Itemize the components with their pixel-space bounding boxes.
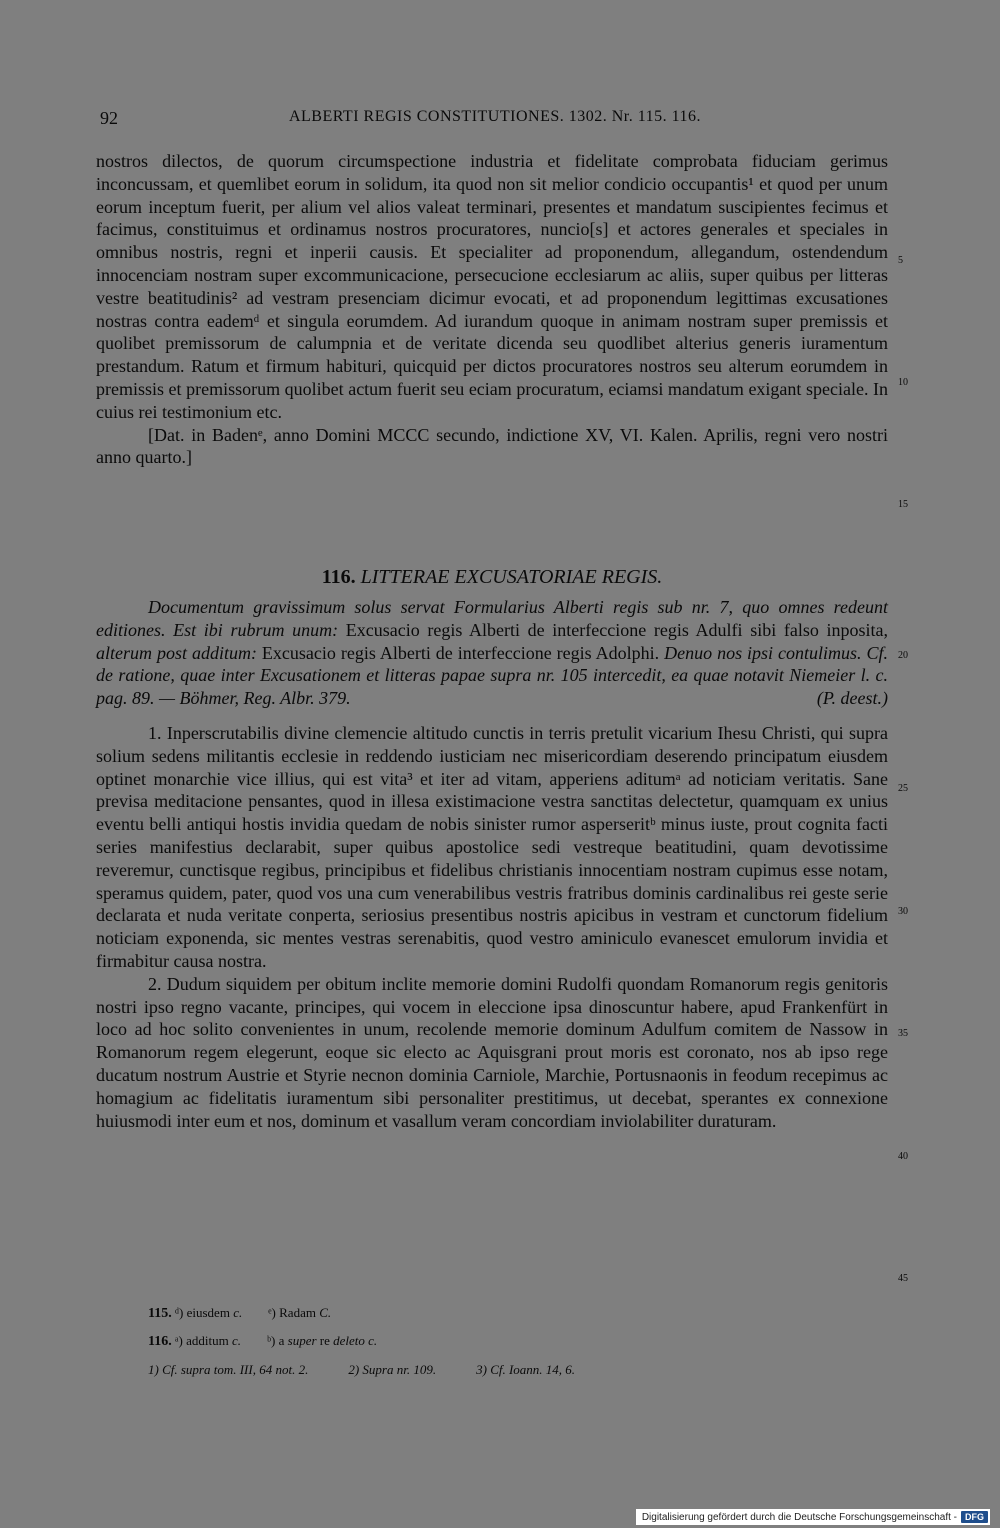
line-number: 10	[898, 377, 908, 388]
line-number: 5	[898, 255, 903, 266]
line-number: 20	[898, 650, 908, 661]
line-number: 45	[898, 1273, 908, 1284]
reference-3: 3) Cf. Ioann. 14, 6.	[476, 1362, 576, 1377]
footnote-row-116: 116. ᵃ) additum c. ᵇ) a super re deleto c.	[148, 1333, 378, 1349]
line-number: 15	[898, 499, 908, 510]
dfg-funding-banner[interactable]	[636, 1509, 990, 1525]
line-number: 40	[898, 1151, 908, 1162]
document-115-dating: [Dat. in Badenᵉ, anno Domini MCCC secundo, indictione XV, VI. Kalen. Aprilis, regni vero nostri anno quarto.]	[96, 424, 888, 468]
document-115-text	[96, 150, 888, 469]
line-number: 25	[898, 783, 908, 794]
page-number: 92	[100, 108, 118, 128]
editorial-note: Documentum gravissimum solus servat Formularius Alberti regis sub nr. 7, quo omnes redeunt editiones. Est ibi rubrum unum: Excusacio regis Alberti de interfeccione regis Adulfi sibi falso inposita, alterum post additum: Excusacio regis Alberti de interfeccione regis Adolphi. Denuo nos ipsi contulimus. Cf. de ratione, quae inter Excusationem et litteras papae supra nr. 105 intercedit, ea quae notavit Niemeier l. c. pag. 89. — Böhmer, Reg. Albr. 379. (P. deest.)	[96, 597, 889, 709]
page-header	[100, 108, 890, 132]
paragraph-2: 2. Dudum siquidem per obitum inclite memorie domini Rudolfi quondam Romanorum regis genitoris nostri ipso regno vacante, principes, qui vocem in eleccione ipsa dinoscuntur habere, apud Frankenfürt in loco ad hoc solito convenientes in unum, recolende memorie dominum Adulfum comitem de Nassow in Romanorum regem elegerunt, eoque sic electo ac Aquisgrani prout moris est coronato, nos ab ipso rege ducatum nostrum Austrie et Styrie necnon dominia Carniole, Marchie, Portusnaonis in feodum recepimus ac homagium ac fidelitatis iuramentum sibi personaliter prestitimus, ut decebat, sperantes ex connexione huiusmodi inter eum et nos, dominum et vasallum veram concordiam inviolabiliter duraturam.	[96, 973, 888, 1131]
funding-note: Digitalisierung gefördert durch die Deutsche Forschungsgemeinschaft -	[641, 1511, 957, 1523]
line-number: 30	[898, 906, 908, 917]
document-116-text	[96, 596, 888, 1132]
line-number: 35	[898, 1028, 908, 1039]
document-116-title: LITTERAE EXCUSATORIAE REGIS.	[360, 566, 663, 588]
document-116-number: 116.	[321, 566, 356, 588]
reference-2: 2) Supra nr. 109.	[348, 1362, 437, 1377]
paragraph-1: 1. Inperscrutabilis divine clemencie altitudo cunctis in terris pretulit vicarium Ihesu Christi, qui supra solium sedens militantis ecclesie in reddendo iusticiam nec misericordiam deserendo principatum eiusdem optinet monarchie vice illius, qui est vita³ et iter ad vitam, apperiens aditumᵃ ad noticiam veritatis. Sane previsa meditacione pensantes, quod in illesa existimacione vestra sanctitas delectetur, quamquam ex unius eventu belli antiqui hostis invidia quedam de nobis sinister rumor asperseritᵇ minus iuste, prout cognita facti series manifestius declarabit, super quibus apostolice sedi vestreque beatitudini, quam devotissime reveremur, cunctisque regibus, principibus et fidelibus christianis innocentiam nostram cupimus esse notam, speramus quidem, pater, quod vos una cum venerabilibus vestris fratribus dominis cardinalibus rei geste serie declarata et nuda veritate conperta, seriosius presentibus nostris apicibus in vestram et cunctorum fidelium noticiam exponenda, sic mentes vestras serenabitis, quod vestro aminiculo evanescet emulorum invidia et firmabitur causa nostra.	[96, 722, 888, 971]
dfg-logo-icon: DFG	[961, 1511, 988, 1523]
footnote-row-115: 115. ᵈ) eiusdem c. ᵉ) Radam C.	[148, 1305, 332, 1321]
running-title: ALBERTI REGIS CONSTITUTIONES. 1302. Nr. 115. 116.	[288, 108, 702, 125]
reference-1: 1) Cf. supra tom. III, 64 not. 2.	[148, 1362, 309, 1377]
document-115-body: nostros dilectos, de quorum circumspectione industria et fidelitate comprobata fiduciam gerimus inconcussam, et quemlibet eorum in solidum, ita quod non sit melior condicio occupantis¹ et quod per unum eorum inceptum fuerit, per alium vel alios valeat terminari, presentes et mandatum suscipientes fecimus et facimus, constituimus et ordinamus nostros procuratores, nuncio[s] et actores generales et speciales in omnibus nostris, regni et inperii causis. Et specialiter ad proponendum, allegandum, ostendendum innocenciam nostram super excommunicacione, persecucione ecclesiarum ac aliis, super quibus per litteras vestre beatitudinis² ad vestram presenciam dicimur evocati, et ad proponendum legittimas excusationes nostras contra eademᵈ et singula eorumdem. Ad iurandum quoque in animam nostram super premissis et quolibet premissorum de calumpnia et de veritate dicenda seu quodlibet alterius generis iuramentum prestandum. Ratum et firmum habituri, quicquid per dictos procuratores nostros seu alterum eorumdem in premissis et premissorum quolibet actum fuerit seu eciam procuratum, eciamsi mandatum exigant speciale. In cuius rei testimonium etc.	[96, 151, 888, 422]
footnote-row-references	[148, 1362, 575, 1378]
document-116-heading	[96, 566, 888, 589]
